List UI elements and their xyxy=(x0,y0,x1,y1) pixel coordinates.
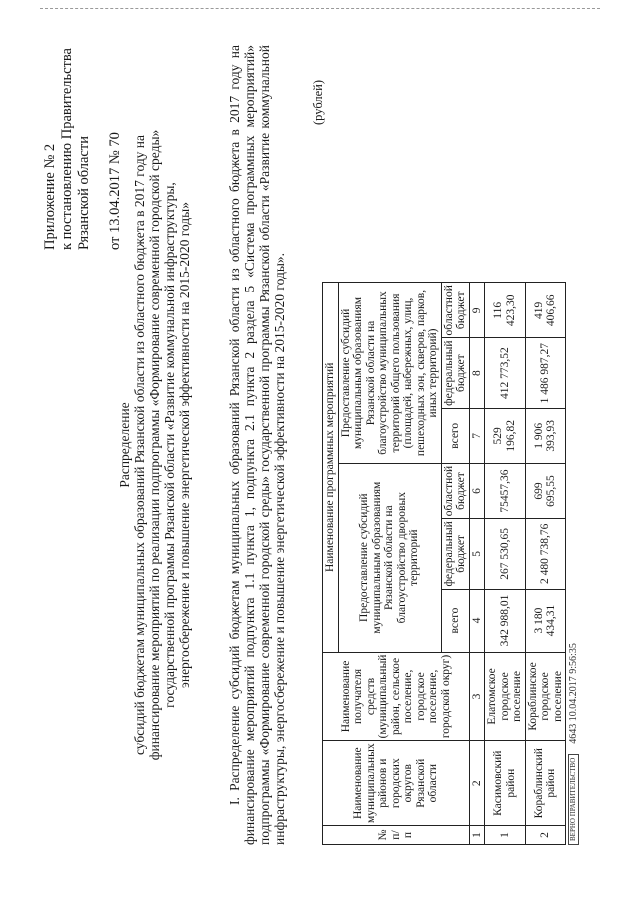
row-value: 267 530,65 xyxy=(485,519,526,589)
header-event-public: Предоставление субсидий муниципальным образованиям Рязанской области на благоустройство муниципальных территорий общего пользования (площадей, набережных, улиц, пешеходных зон, скверов, парков, иных территорий) xyxy=(338,283,441,464)
row-value: 529 196,82 xyxy=(485,408,526,463)
row-district: Кораблинский район xyxy=(525,741,566,826)
appendix-line: Рязанской области xyxy=(76,136,92,250)
header-federal: федеральный бюджет xyxy=(441,338,469,408)
table-header-row xyxy=(323,283,339,845)
row-value: 412 773,52 xyxy=(485,338,526,408)
row-value: 3 180 434,31 xyxy=(525,589,566,652)
registry-logo: ВЕРНО ПРАВИТЕЛЬСТВО xyxy=(568,754,579,845)
header-federal: федеральный бюджет xyxy=(441,519,469,589)
header-regional: областной бюджет xyxy=(441,463,469,518)
column-number: 6 xyxy=(469,463,485,518)
row-recipient: Кораблинское городское поселение xyxy=(525,652,566,741)
column-number: 3 xyxy=(469,652,485,741)
row-value: 342 988,01 xyxy=(485,589,526,652)
column-number-row xyxy=(469,283,485,845)
column-number: 8 xyxy=(469,338,485,408)
row-value: 116 423,30 xyxy=(485,283,526,338)
row-value: 699 695,55 xyxy=(525,463,566,518)
appendix-block xyxy=(42,20,124,250)
header-total: всего xyxy=(441,589,469,652)
column-number: 4 xyxy=(469,589,485,652)
header-event-yards: Предоставление субсидий муниципальным образованиям Рязанской области на благоустройство дворовых территорий xyxy=(338,463,441,652)
column-number: 5 xyxy=(469,519,485,589)
document-title xyxy=(117,55,192,835)
header-events: Наименование программных мероприятий xyxy=(323,283,339,652)
header-total: всего xyxy=(441,408,469,463)
appendix-date: от 13.04.2017 № 70 xyxy=(107,132,123,250)
header-recipient: Наименование получателя средств (муниципальный район, сельское поселение, городское поселение, городской округ) xyxy=(323,652,470,741)
unit-label: (рублей) xyxy=(311,79,325,125)
footer-stamp xyxy=(568,643,579,845)
column-number: 2 xyxy=(469,741,485,826)
column-number: 1 xyxy=(469,826,485,845)
title-line: субсидий бюджетам муниципальных образований Рязанской области из областного бюджета в 2017 году на xyxy=(132,134,147,756)
title-line: энергосбережение и повышение энергетической эффективности на 2015-2020 годы» xyxy=(177,202,192,688)
title-line: государственной программы Рязанской области «Развитие коммунальной инфраструктуры, xyxy=(162,182,177,708)
title-heading: Распределение xyxy=(117,402,132,488)
row-num: 1 xyxy=(485,826,526,845)
row-value: 75457,36 xyxy=(485,463,526,518)
row-value: 1 906 393,93 xyxy=(525,408,566,463)
header-num: № п/п xyxy=(323,826,470,845)
appendix-line: Приложение № 2 xyxy=(42,143,58,250)
row-value: 1 486 987,27 xyxy=(525,338,566,408)
row-district: Касимовский район xyxy=(485,741,526,826)
registration-stamp: 4643 10.04.2017 9:56:35 xyxy=(568,643,579,744)
row-value: 2 480 738,76 xyxy=(525,519,566,589)
title-line: финансирование мероприятий по реализации подпрограммы «Формирование современной городской среды» xyxy=(147,129,162,761)
column-number: 9 xyxy=(469,283,485,338)
section-text: I. Распределение субсидий бюджетам муниципальных образований Рязанской области из областного бюджета в 2017 году на финансирование мероприятий подпункта 1.1 пункта 1, подпункта 2.1 пункта 2 раздела 5 «Система программных мероприятий» подпрограммы «Формирование современной городской среды» государственной программы Рязанской области «Развитие коммунальной инфраструктуры, энергосбережение и повышение энергетической эффективности на 2015-2020 годы». xyxy=(227,45,287,845)
section-paragraph xyxy=(227,45,287,845)
table-row xyxy=(485,283,526,845)
table-row xyxy=(525,283,566,845)
row-num: 2 xyxy=(525,826,566,845)
row-recipient: Елатомское городское поселение xyxy=(485,652,526,741)
column-number: 7 xyxy=(469,408,485,463)
row-value: 419 406,66 xyxy=(525,283,566,338)
header-regional: областной бюджет xyxy=(441,283,469,338)
subsidy-table xyxy=(322,282,566,845)
header-district: Наименование муниципальных районов и городских округов Рязанской области xyxy=(323,741,470,826)
appendix-line: к постановлению Правительства xyxy=(59,48,75,250)
